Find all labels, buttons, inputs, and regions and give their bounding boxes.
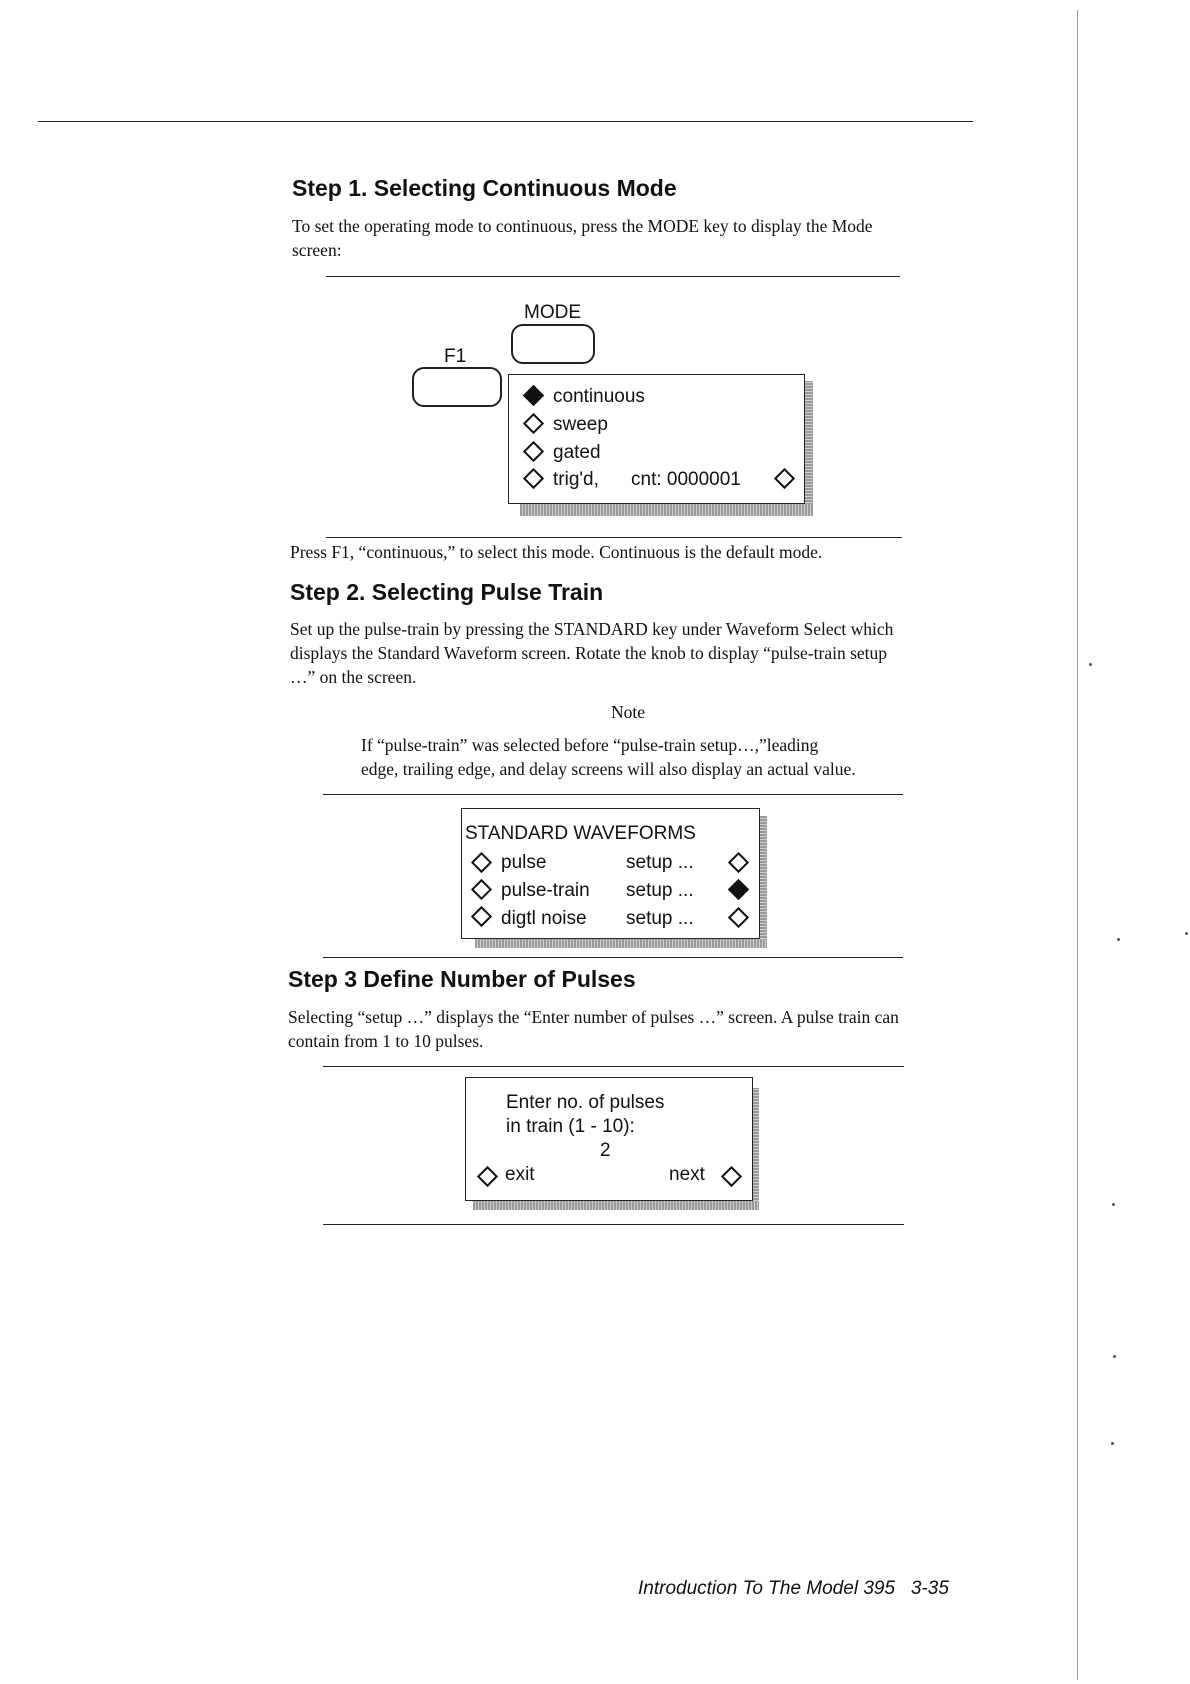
- step3-heading: Step 3 Define Number of Pulses: [288, 966, 636, 992]
- page-footer: Introduction To The Model 395 3-35: [638, 1578, 949, 1599]
- row-digtl-noise-name[interactable]: digtl noise: [501, 908, 587, 929]
- row-pulse-name[interactable]: pulse: [501, 852, 547, 873]
- speck: [1185, 932, 1188, 935]
- waveforms-screen-shadow: [760, 816, 767, 944]
- step1-figure-top-rule: [326, 276, 900, 277]
- exit-diamond-icon[interactable]: [477, 1166, 498, 1187]
- step1-intro-line1: To set the operating mode to continuous, press the MODE key to display the Mode: [292, 216, 873, 236]
- speck: [1111, 1442, 1114, 1445]
- digtl-noise-setup-diamond-icon[interactable]: [728, 907, 749, 928]
- option-trigd[interactable]: trig'd,: [553, 469, 599, 490]
- exit-button[interactable]: exit: [505, 1164, 535, 1185]
- step1-intro-line2: screen:: [292, 240, 342, 260]
- trigd-diamond-icon: [523, 468, 544, 489]
- step1-figure-bottom-rule: [326, 537, 902, 538]
- speck: [1117, 938, 1120, 941]
- step3-body-line1: Selecting “setup …” displays the “Enter number of pulses …” screen. A pulse train can: [288, 1007, 899, 1027]
- step1-after-text: Press F1, “continuous,” to select this mode. Continuous is the default mode.: [290, 542, 823, 562]
- mode-screen-shadow: [805, 381, 813, 508]
- step3-figure-bottom-rule: [323, 1224, 904, 1225]
- right-margin-line: [1077, 10, 1078, 1680]
- pulse-train-diamond-icon: [471, 879, 492, 900]
- step2-figure-top-rule: [323, 794, 903, 795]
- digtl-noise-diamond-icon: [471, 906, 492, 927]
- continuous-selected-icon: [523, 385, 544, 406]
- pulse-count-value[interactable]: 2: [600, 1140, 611, 1161]
- mode-key-label: MODE: [524, 302, 581, 323]
- next-diamond-icon[interactable]: [721, 1166, 742, 1187]
- mode-key[interactable]: [511, 324, 595, 364]
- standard-waveforms-screen: [461, 808, 760, 939]
- note-line2: edge, trailing edge, and delay screens will also display an actual value.: [361, 759, 856, 779]
- row-pulse-train-setup[interactable]: setup ...: [626, 880, 694, 901]
- step2-body-line3: …” on the screen.: [290, 667, 417, 687]
- f1-key[interactable]: [412, 367, 502, 407]
- screen-line2: in train (1 - 10):: [506, 1116, 635, 1137]
- screen-title: STANDARD WAVEFORMS: [465, 823, 696, 844]
- enter-pulses-screen-shadow: [473, 1201, 759, 1210]
- mode-screen-shadow: [520, 504, 813, 516]
- note-line1: If “pulse-train” was selected before “pulse-train setup…,”leading: [361, 735, 819, 755]
- pulse-train-selected-icon[interactable]: [728, 879, 749, 900]
- option-sweep[interactable]: sweep: [553, 414, 608, 435]
- step1-heading: Step 1. Selecting Continuous Mode: [292, 175, 677, 201]
- step2-body-line2: displays the Standard Waveform screen. Rotate the knob to display “pulse-train setup: [290, 643, 888, 663]
- waveforms-screen-shadow: [475, 939, 767, 948]
- next-button[interactable]: next: [669, 1164, 705, 1185]
- enter-pulses-screen-shadow: [753, 1088, 759, 1206]
- screen-line1: Enter no. of pulses: [506, 1092, 665, 1113]
- step2-figure-bottom-rule: [323, 957, 903, 958]
- gated-diamond-icon: [523, 441, 544, 462]
- enter-pulses-screen: [465, 1077, 753, 1201]
- count-diamond-icon[interactable]: [774, 468, 795, 489]
- mode-screen: [508, 374, 805, 504]
- f1-key-label: F1: [444, 346, 467, 367]
- speck: [1113, 1355, 1116, 1358]
- step3-body-line2: contain from 1 to 10 pulses.: [288, 1031, 484, 1051]
- pulse-setup-diamond-icon[interactable]: [728, 852, 749, 873]
- pulse-diamond-icon: [471, 852, 492, 873]
- note-title: Note: [611, 702, 646, 722]
- row-pulse-train-name[interactable]: pulse-train: [501, 880, 590, 901]
- speck: [1089, 663, 1092, 666]
- top-rule: [38, 121, 973, 122]
- step3-figure-top-rule: [323, 1066, 904, 1067]
- step2-heading: Step 2. Selecting Pulse Train: [290, 579, 604, 605]
- speck: [1112, 1203, 1115, 1206]
- option-gated[interactable]: gated: [553, 442, 601, 463]
- row-pulse-setup[interactable]: setup ...: [626, 852, 694, 873]
- step2-body-line1: Set up the pulse-train by pressing the STANDARD key under Waveform Select which: [290, 619, 894, 639]
- sweep-diamond-icon: [523, 413, 544, 434]
- row-digtl-noise-setup[interactable]: setup ...: [626, 908, 694, 929]
- count-value: cnt: 0000001: [631, 469, 741, 490]
- option-continuous[interactable]: continuous: [553, 386, 645, 407]
